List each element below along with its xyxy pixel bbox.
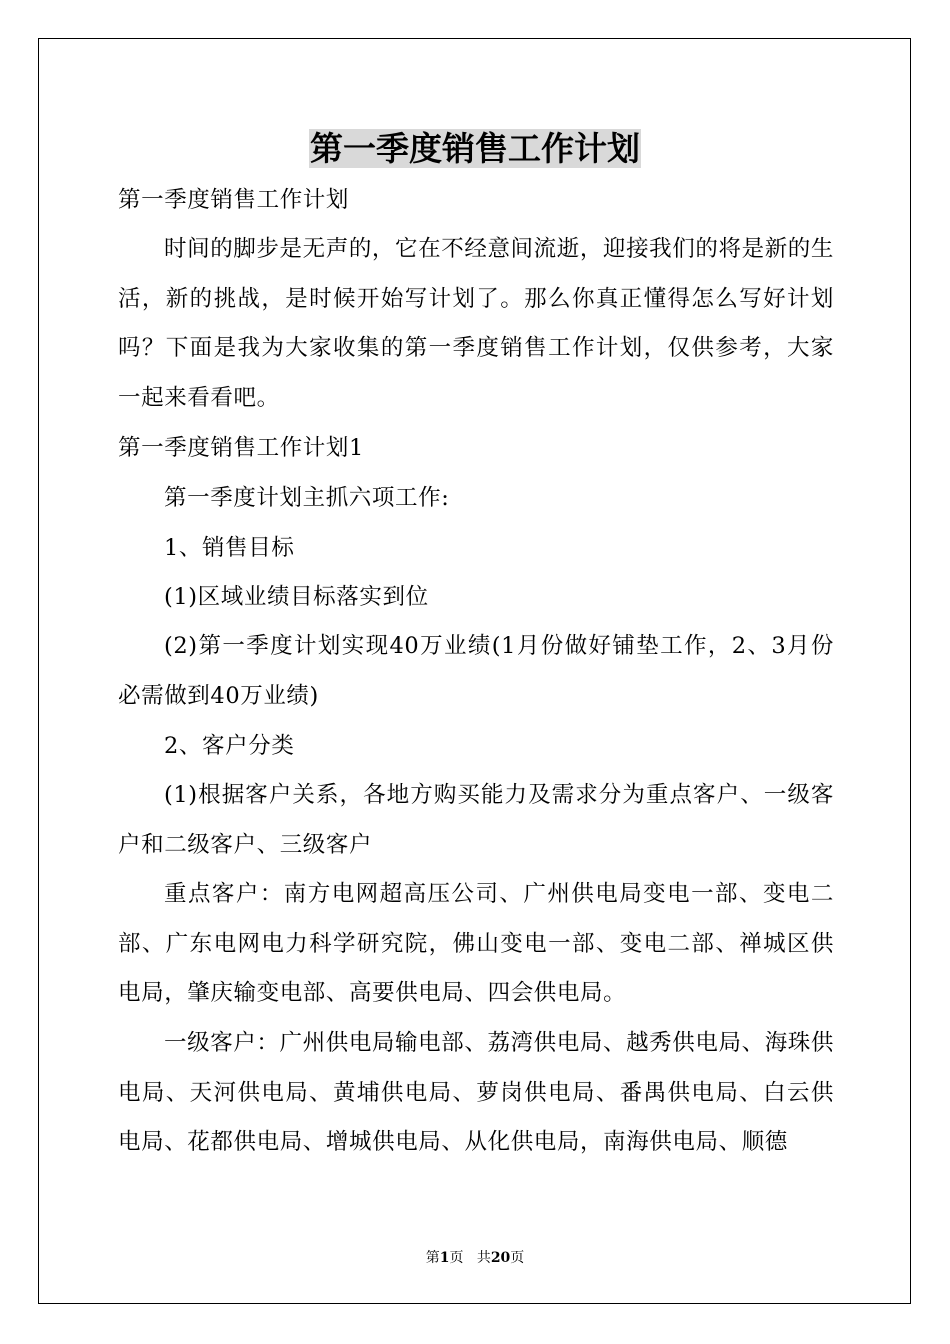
item-q1-target: (2)第一季度计划实现40万业绩(1月份做好铺垫工作，2、3月份必需做到40万业绩) [118,633,834,709]
paragraph-tier1-customers: 一级客户：广州供电局输电部、荔湾供电局、越秀供电局、海珠供电局、天河供电局、黄埔供电局、萝岗供电局、番禺供电局、白云供电局、花都供电局、增城供电局、从化供电局，南海供电局、顺德 [118,1030,834,1155]
footer-total-pages: 20 [490,1250,511,1266]
footer-total-suffix: 页 [510,1250,525,1266]
document-title [0,126,950,172]
page-footer [0,1247,950,1267]
item-sales-target: 1、销售目标 [164,535,295,561]
title-text: 第一季度销售工作计划 [310,129,640,168]
paragraph-overview: 第一季度计划主抓六项工作: [164,485,450,511]
item-regional-target: (1)区域业绩目标落实到位 [164,584,429,610]
paragraph-classification: (1)根据客户关系，各地方购买能力及需求分为重点客户、一级客户和二级客户、三级客户 [118,782,834,858]
footer-page-prefix: 第 [425,1250,440,1266]
footer-page-suffix: 页 [449,1250,464,1266]
footer-total-prefix: 共 [476,1250,491,1266]
paragraph-key-customers: 重点客户：南方电网超高压公司、广州供电局变电一部、变电二部、广东电网电力科学研究院，佛山变电一部、变电二部、禅城区供电局，肇庆输变电部、高要供电局、四会供电局。 [118,881,834,1006]
intro-paragraph: 时间的脚步是无声的，它在不经意间流逝，迎接我们的将是新的生活，新的挑战，是时候开始写计划了。那么你真正懂得怎么写好计划吗？下面是我为大家收集的第一季度销售工作计划，仅供参考，大家一起来看看吧。 [118,236,834,411]
footer-page-number: 1 [439,1250,450,1266]
item-customer-classification: 2、客户分类 [164,733,295,759]
subtitle: 第一季度销售工作计划 [118,187,350,213]
section-heading: 第一季度销售工作计划1 [118,435,364,461]
